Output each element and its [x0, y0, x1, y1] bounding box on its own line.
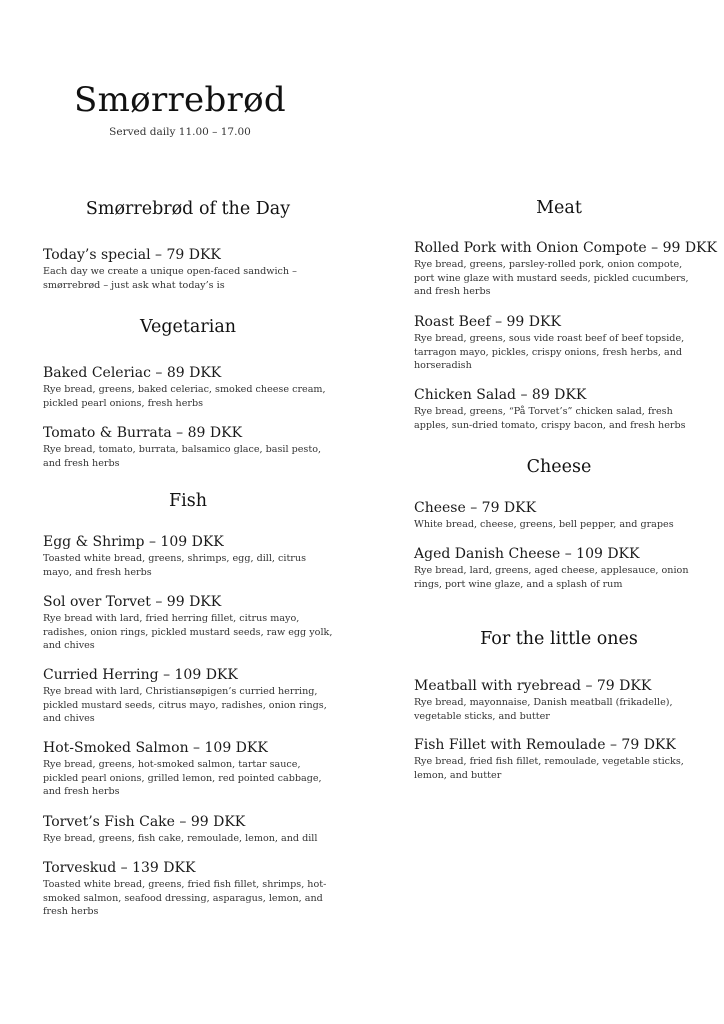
item-description: Toasted white bread, greens, shrimps, egg, dill, citrus mayo, and fresh herbs — [43, 553, 306, 578]
section-title: Smørrebrød of the Day — [85, 199, 291, 219]
menu-header — [60, 80, 300, 138]
item-description: Rye bread, greens, fish cake, remoulade, lemon, and dill — [43, 833, 318, 844]
menu-item — [43, 364, 333, 410]
menu-item — [414, 313, 704, 373]
section-title: Meat — [536, 198, 582, 218]
section-title: For the little ones — [480, 629, 638, 649]
item-description: Rye bread, lard, greens, aged cheese, applesauce, onion rings, port wine glaze, and a splash of rum — [414, 565, 689, 590]
menu-item — [43, 739, 333, 799]
section-cheese — [414, 457, 704, 477]
menu-item — [43, 246, 333, 292]
menu-item — [414, 239, 717, 299]
item-description: Rye bread, greens, baked celeriac, smoked cheese cream, pickled pearl onions, fresh herbs — [43, 384, 326, 409]
item-name: Torveskud – 139 DKK — [43, 860, 196, 876]
section-kids — [414, 629, 704, 649]
item-description: Rye bread, greens, sous vide roast beef of beef topside, tarragon mayo, pickles, crispy onions, fresh herbs, and horseradish — [414, 333, 685, 372]
menu-item — [414, 677, 704, 723]
item-description: White bread, cheese, greens, bell pepper, and grapes — [414, 519, 674, 530]
item-description: Toasted white bread, greens, fried fish fillet, shrimps, hot-smoked salmon, seafood dressing, asparagus, lemon, and fresh herbs — [43, 879, 327, 918]
menu-item — [414, 545, 704, 591]
item-description: Rye bread with lard, fried herring fillet, citrus mayo, radishes, onion rings, pickled mustard seeds, raw egg yolk, and chives — [43, 613, 333, 652]
menu-item — [43, 424, 333, 470]
menu-item — [43, 859, 333, 919]
item-description: Rye bread, tomato, burrata, balsamico glace, basil pesto, and fresh herbs — [43, 444, 322, 469]
item-name: Tomato & Burrata – 89 DKK — [43, 425, 243, 441]
item-name: Fish Fillet with Remoulade – 79 DKK — [414, 737, 676, 753]
item-description: Rye bread, fried fish fillet, remoulade, vegetable sticks, lemon, and butter — [414, 756, 684, 781]
menu-item — [43, 666, 333, 726]
section-day — [43, 199, 333, 219]
item-name: Egg & Shrimp – 109 DKK — [43, 534, 224, 550]
section-fish — [43, 491, 333, 511]
menu-item — [414, 386, 704, 432]
menu-item — [414, 736, 704, 782]
section-title: Cheese — [526, 457, 592, 477]
item-name: Rolled Pork with Onion Compote – 99 DKK — [414, 240, 717, 256]
item-name: Aged Danish Cheese – 109 DKK — [414, 546, 640, 562]
item-description: Rye bread, greens, “På Torvet’s” chicken salad, fresh apples, sun-dried tomato, crispy bacon, and fresh herbs — [414, 406, 686, 431]
item-name: Cheese – 79 DKK — [414, 500, 537, 516]
item-description: Rye bread with lard, Christiansøpigen’s curried herring, pickled mustard seeds, citrus mayo, radishes, onion rings, and chives — [43, 686, 327, 725]
item-name: Curried Herring – 109 DKK — [43, 667, 238, 683]
menu-item — [43, 593, 333, 653]
menu-item — [43, 813, 333, 846]
item-description: Rye bread, greens, hot-smoked salmon, tartar sauce, pickled pearl onions, grilled lemon, red pointed cabbage, and fresh herbs — [43, 759, 322, 798]
item-name: Roast Beef – 99 DKK — [414, 314, 561, 330]
menu-item — [43, 533, 333, 579]
item-description: Rye bread, mayonnaise, Danish meatball (frikadelle), vegetable sticks, and butter — [414, 697, 673, 722]
item-name: Chicken Salad – 89 DKK — [414, 387, 587, 403]
section-vegetarian — [43, 317, 333, 337]
item-description: Each day we create a unique open-faced sandwich – smørrebrød – just ask what today’s is — [43, 266, 297, 291]
item-name: Sol over Torvet – 99 DKK — [43, 594, 222, 610]
item-description: Rye bread, greens, parsley-rolled pork, onion compote, port wine glaze with mustard seeds, pickled cucumbers, and fresh herbs — [414, 259, 689, 298]
item-name: Baked Celeriac – 89 DKK — [43, 365, 222, 381]
section-title: Fish — [169, 491, 207, 511]
menu-item — [414, 499, 704, 532]
section-meat — [414, 198, 704, 218]
item-name: Today’s special – 79 DKK — [43, 247, 221, 263]
page-title: Smørrebrød — [74, 80, 286, 120]
serving-hours: Served daily 11.00 – 17.00 — [109, 126, 251, 138]
item-name: Torvet’s Fish Cake – 99 DKK — [43, 814, 246, 830]
section-title: Vegetarian — [139, 317, 237, 337]
item-name: Meatball with ryebread – 79 DKK — [414, 678, 652, 694]
item-name: Hot-Smoked Salmon – 109 DKK — [43, 740, 268, 756]
